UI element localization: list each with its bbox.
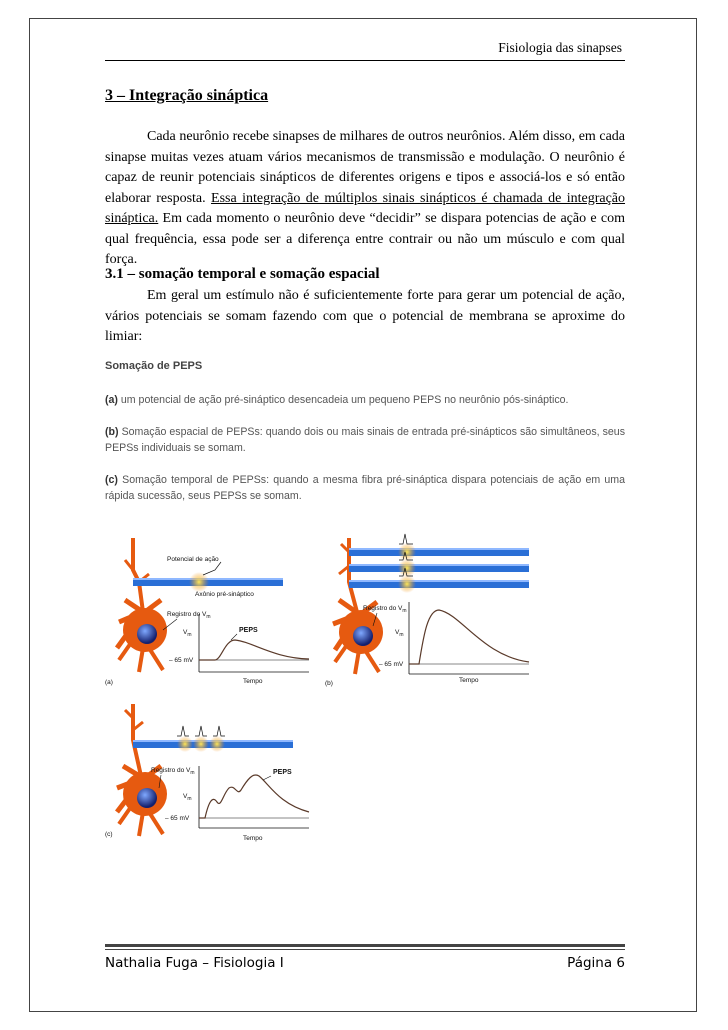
action-potential-label: Potencial de ação [167, 556, 219, 563]
spike-icon [399, 534, 413, 544]
panel-c [103, 700, 315, 850]
synapse-icon [177, 736, 193, 752]
caption-a [105, 392, 625, 408]
synapse-icon [398, 543, 416, 561]
rest-label-c: – 65 mV [165, 815, 190, 822]
caption-b [105, 424, 625, 456]
panel-a [103, 530, 315, 690]
caption-b-text: Somação espacial de PEPSs: quando dois ou mais sinais de entrada pré-sinápticos são simultâneos, seus PEPSs individuais se somam. [105, 426, 625, 454]
footer-rule-thin [105, 949, 625, 950]
section-paragraph [105, 127, 625, 271]
running-header: Fisiologia das sinapses [498, 40, 622, 55]
synapse-icon [398, 559, 416, 577]
caption-a-text: um potencial de ação pré-sináptico desencadeia um pequeno PEPS no neurônio pós-sináptico. [117, 394, 569, 406]
peps-label-a: PEPS [239, 627, 258, 634]
time-label-c: Tempo [243, 835, 263, 842]
footer-rule-thick [105, 944, 625, 947]
panel-b [323, 530, 535, 690]
caption-c-text: Somação temporal de PEPSs: quando a mesma fibra pré-sináptica dispara potenciais de ação em uma rápida sucessão, seus PEPSs se somam. [105, 474, 625, 502]
figure-title: Somação de PEPS [105, 360, 203, 372]
rest-label-a: – 65 mV [169, 657, 194, 664]
neuron-body [117, 538, 167, 672]
peps-curve-c [199, 775, 309, 818]
recording-label-b: Registro do $V_m$ [363, 605, 407, 614]
vm-label-a: $V_m$ [183, 629, 192, 638]
time-label-a: Tempo [243, 678, 263, 685]
nucleus-icon [137, 624, 157, 644]
footer-author: Nathalia Fuga – Fisiologia I [105, 955, 284, 971]
axon-label: Axônio pré-sináptico [195, 591, 254, 598]
synapse-icon [209, 736, 225, 752]
peps-label-c: PEPS [273, 769, 292, 776]
peps-curve-a [199, 640, 309, 660]
caption-c [105, 472, 625, 504]
subsection-title: 3.1 – somação temporal e somação espacial [105, 266, 380, 282]
panel-tag-c: (c) [105, 831, 113, 838]
panel-tag-a: (a) [105, 679, 113, 686]
nucleus-icon [353, 626, 373, 646]
recording-label-c: Registro do $V_m$ [151, 767, 195, 776]
subsection-text: Em geral um estímulo não é suficientemente forte para gerar um potencial de ação, vários potenciais se somam fazendo com que o potencial de membrana se aproxime do limiar: [105, 288, 625, 344]
caption-a-label: (a) [105, 394, 118, 406]
spike-icon [195, 726, 207, 736]
para1-underlined: Essa integração de múltiplos sinais sinápticos é chamada de integração sináptica. [105, 190, 626, 226]
panel-tag-b: (b) [325, 680, 333, 687]
caption-b-label: (b) [105, 426, 119, 438]
synapse-icon [189, 572, 209, 592]
footer-page-number: Página 6 [567, 955, 625, 971]
rest-label-b: – 65 mV [379, 661, 404, 668]
synapse-icon [193, 736, 209, 752]
para1-text-a: Cada neurônio recebe sinapses de milhares de outros neurônios. Além disso, em cada sinapse muitas vezes atuam vários mecanismos de transmissão e modulação. O neurônio é capaz de reunir potenciais sinápticos de diferentes origens e tipos e associá-los e só então elaborar resposta. [105, 129, 625, 206]
para1-text-b: Em cada momento o neurônio deve “decidir” se dispara potencias de ação e com qual frequência, essa pode ser a diferença entre contrair ou não um músculo e com qual força. [105, 211, 625, 267]
spike-icon [213, 726, 225, 736]
section-title: 3 – Integração sináptica [105, 87, 269, 104]
header-rule [105, 60, 625, 61]
subsection-paragraph [105, 286, 625, 348]
caption-c-label: (c) [105, 474, 118, 486]
vm-label-b: $V_m$ [395, 629, 404, 638]
recording-label-a: Registro do $V_m$ [167, 611, 211, 620]
time-label-b: Tempo [459, 677, 479, 684]
nucleus-icon [137, 788, 157, 808]
peps-curve-b [409, 610, 529, 664]
vm-label-c: $V_m$ [183, 793, 192, 802]
synapse-icon [398, 575, 416, 593]
spike-icon [177, 726, 189, 736]
